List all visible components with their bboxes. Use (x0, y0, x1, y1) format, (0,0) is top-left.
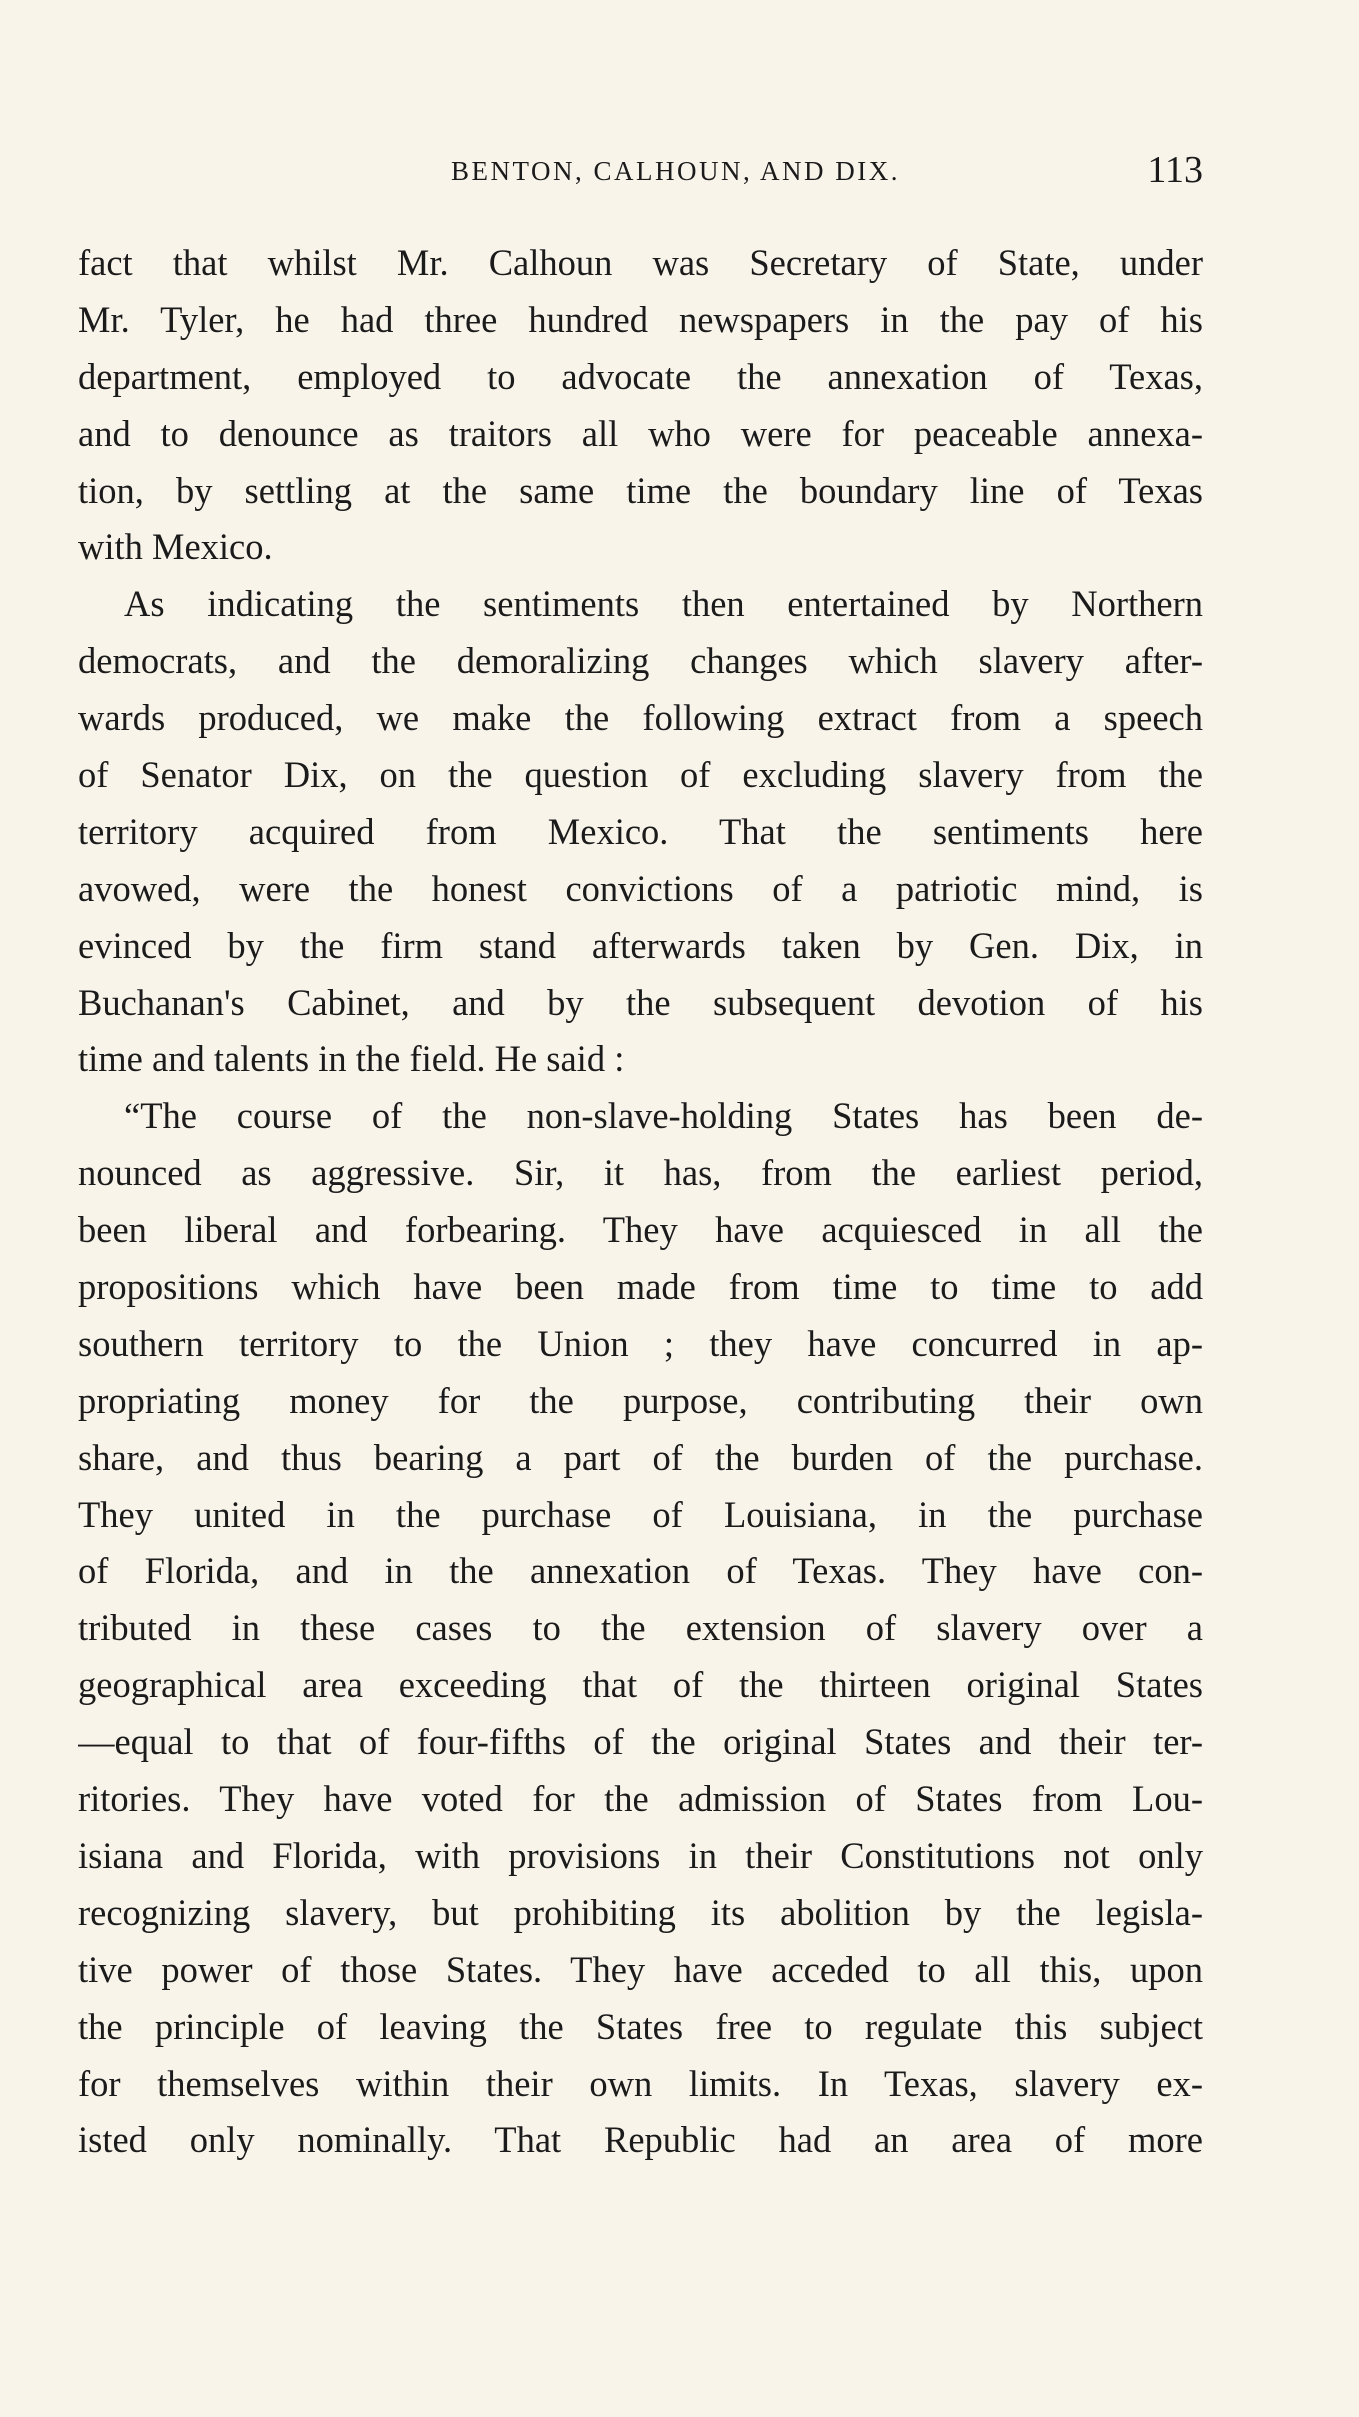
text-line: the principle of leaving the States free to regulate this subject (78, 2005, 1203, 2047)
text-line: avowed, were the honest convictions of a patriotic mind, is (78, 867, 1203, 909)
text-line: territory acquired from Mexico. That the sentiments here (78, 810, 1203, 852)
text-line: isiana and Florida, with provisions in their Constitutions not only (78, 1834, 1203, 1876)
text-line: of Florida, and in the annexation of Texas. They have con- (78, 1550, 1203, 1592)
text-line: As indicating the sentiments then entertained by Northern (124, 583, 1203, 625)
text-line: recognizing slavery, but prohibiting its abolition by the legisla- (78, 1891, 1203, 1933)
text-line: Buchanan's Cabinet, and by the subsequent devotion of his (78, 981, 1203, 1023)
text-line: propriating money for the purpose, contributing their own (78, 1379, 1203, 1421)
text-line: tive power of those States. They have acceded to all this, upon (78, 1948, 1203, 1990)
page-number: 113 (1147, 149, 1203, 191)
text-line: for themselves within their own limits. In Texas, slavery ex- (78, 2062, 1203, 2104)
text-line: share, and thus bearing a part of the burden of the purchase. (78, 1436, 1203, 1478)
text-line: tion, by settling at the same time the boundary line of Texas (78, 469, 1203, 511)
page-header (78, 148, 1203, 208)
text-line: democrats, and the demoralizing changes which slavery after- (78, 640, 1203, 682)
text-line: “The course of the non-slave-holding States has been de- (124, 1095, 1203, 1137)
running-head: BENTON, CALHOUN, AND DIX. (451, 156, 900, 186)
text-line: nounced as aggressive. Sir, it has, from the earliest period, (78, 1152, 1203, 1194)
text-line: with Mexico. (78, 526, 273, 568)
text-line: department, employed to advocate the annexation of Texas, (78, 355, 1203, 397)
text-line: geographical area exceeding that of the thirteen original States (78, 1664, 1203, 1706)
text-line: time and talents in the field. He said : (78, 1038, 625, 1080)
text-line: southern territory to the Union ; they have concurred in ap- (78, 1322, 1203, 1364)
text-line: evinced by the firm stand afterwards taken by Gen. Dix, in (78, 924, 1203, 966)
text-line: They united in the purchase of Louisiana, in the purchase (78, 1493, 1203, 1535)
text-line: ritories. They have voted for the admission of States from Lou- (78, 1778, 1203, 1820)
text-line: been liberal and forbearing. They have acquiesced in all the (78, 1209, 1203, 1251)
text-line: Mr. Tyler, he had three hundred newspapers in the pay of his (78, 298, 1203, 340)
text-line: fact that whilst Mr. Calhoun was Secretary of State, under (78, 242, 1203, 283)
text-line: tributed in these cases to the extension of slavery over a (78, 1607, 1203, 1649)
text-line: propositions which have been made from time to time to add (78, 1266, 1203, 1308)
text-line: isted only nominally. That Republic had an area of more (78, 2119, 1203, 2161)
text-line: wards produced, we make the following extract from a speech (78, 697, 1203, 739)
text-line: —equal to that of four-fifths of the original States and their ter- (78, 1721, 1203, 1763)
text-line: of Senator Dix, on the question of excluding slavery from the (78, 754, 1203, 796)
body-text (78, 235, 1203, 2169)
text-line: and to denounce as traitors all who were for peaceable annexa- (78, 412, 1203, 454)
